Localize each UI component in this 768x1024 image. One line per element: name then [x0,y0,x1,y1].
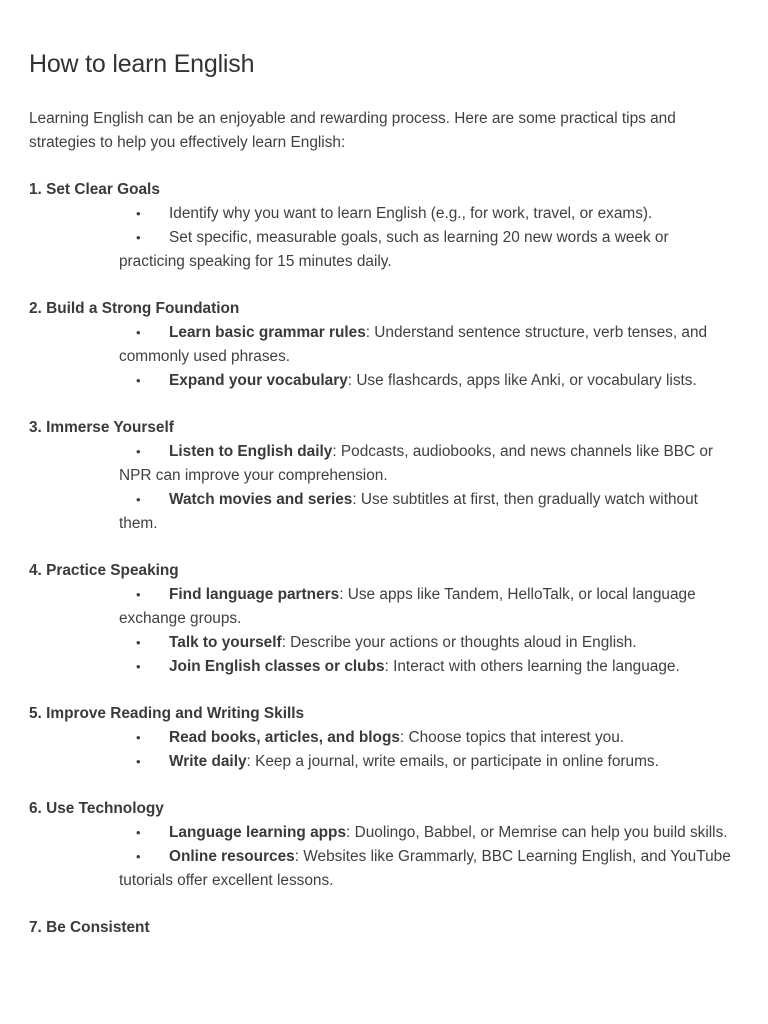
item-text: : Choose topics that interest you. [399,729,625,746]
bullet-icon: • [136,444,141,459]
bullet-list [29,583,738,679]
section [29,797,738,893]
page-title: How to learn English [29,50,255,78]
bullet-icon: • [136,492,141,507]
item-emphasis: Talk to yourself [169,634,282,651]
section-heading: 5. Improve Reading and Writing Skills [29,705,305,722]
section [29,559,738,679]
item-text: : Understand sentence structure, verb tenses, and commonly used phrases. [119,324,708,365]
bullet-icon: • [136,206,141,221]
item-emphasis: Language learning apps [169,824,347,841]
bullet-list [29,202,738,274]
list-item [119,821,738,845]
list-item [119,655,738,679]
item-emphasis: Online resources [169,848,295,865]
bullet-list [29,440,738,536]
section [29,416,738,536]
bullet-icon: • [136,325,141,340]
section-heading: 6. Use Technology [29,800,164,817]
list-item [119,202,738,226]
item-emphasis: Expand your vocabulary [169,372,348,389]
list-item [119,631,738,655]
section [29,916,738,940]
item-emphasis: Find language partners [169,586,340,603]
bullet-icon: • [136,373,141,388]
section-heading: 2. Build a Strong Foundation [29,300,240,317]
bullet-icon: • [136,587,141,602]
item-text: : Use subtitles at first, then gradually watch without them. [119,491,698,532]
list-item [119,750,738,774]
item-emphasis: Join English classes or clubs [169,658,385,675]
list-item [119,226,738,274]
bullet-icon: • [136,849,141,864]
bullet-icon: • [136,635,141,650]
section [29,702,738,774]
item-text: : Use apps like Tandem, HelloTalk, or local language exchange groups. [119,586,696,627]
item-text: : Describe your actions or thoughts aloud in English. [281,634,637,651]
bullet-list [29,726,738,774]
bullet-icon: • [136,659,141,674]
item-text: : Podcasts, audiobooks, and news channels like BBC or NPR can improve your comprehension. [119,443,714,484]
list-item [119,440,738,488]
item-text: : Use flashcards, apps like Anki, or vocabulary lists. [347,372,697,389]
bullet-icon: • [136,730,141,745]
bullet-icon: • [136,825,141,840]
bullet-icon: • [136,754,141,769]
item-emphasis: Learn basic grammar rules [169,324,366,341]
list-item [119,845,738,893]
item-text: : Duolingo, Babbel, or Memrise can help you build skills. [346,824,728,841]
item-emphasis: Watch movies and series [169,491,353,508]
section-heading: 7. Be Consistent [29,919,150,936]
section-heading: 4. Practice Speaking [29,562,179,579]
item-text: : Interact with others learning the language. [384,658,680,675]
list-item [119,488,738,536]
list-item [119,726,738,750]
list-item [119,583,738,631]
item-emphasis: Write daily [169,753,247,770]
section [29,178,738,274]
section [29,297,738,393]
item-emphasis: Listen to English daily [169,443,333,460]
bullet-list [29,321,738,393]
list-item [119,369,738,393]
item-text: Set specific, measurable goals, such as learning 20 new words a week or practicing speaking for 15 minutes daily. [119,229,669,270]
item-text: : Keep a journal, write emails, or participate in online forums. [246,753,659,770]
section-heading: 1. Set Clear Goals [29,181,160,198]
intro-paragraph: Learning English can be an enjoyable and rewarding process. Here are some practical tips and strategies to help you effectively learn English: [29,110,676,151]
sections-container [29,178,738,940]
section-heading: 3. Immerse Yourself [29,419,174,436]
bullet-icon: • [136,230,141,245]
bullet-list [29,821,738,893]
item-text: Identify why you want to learn English (e.g., for work, travel, or exams). [169,205,653,222]
list-item [119,321,738,369]
item-text: : Websites like Grammarly, BBC Learning English, and YouTube tutorials offer excellent lessons. [119,848,731,889]
item-emphasis: Read books, articles, and blogs [169,729,400,746]
